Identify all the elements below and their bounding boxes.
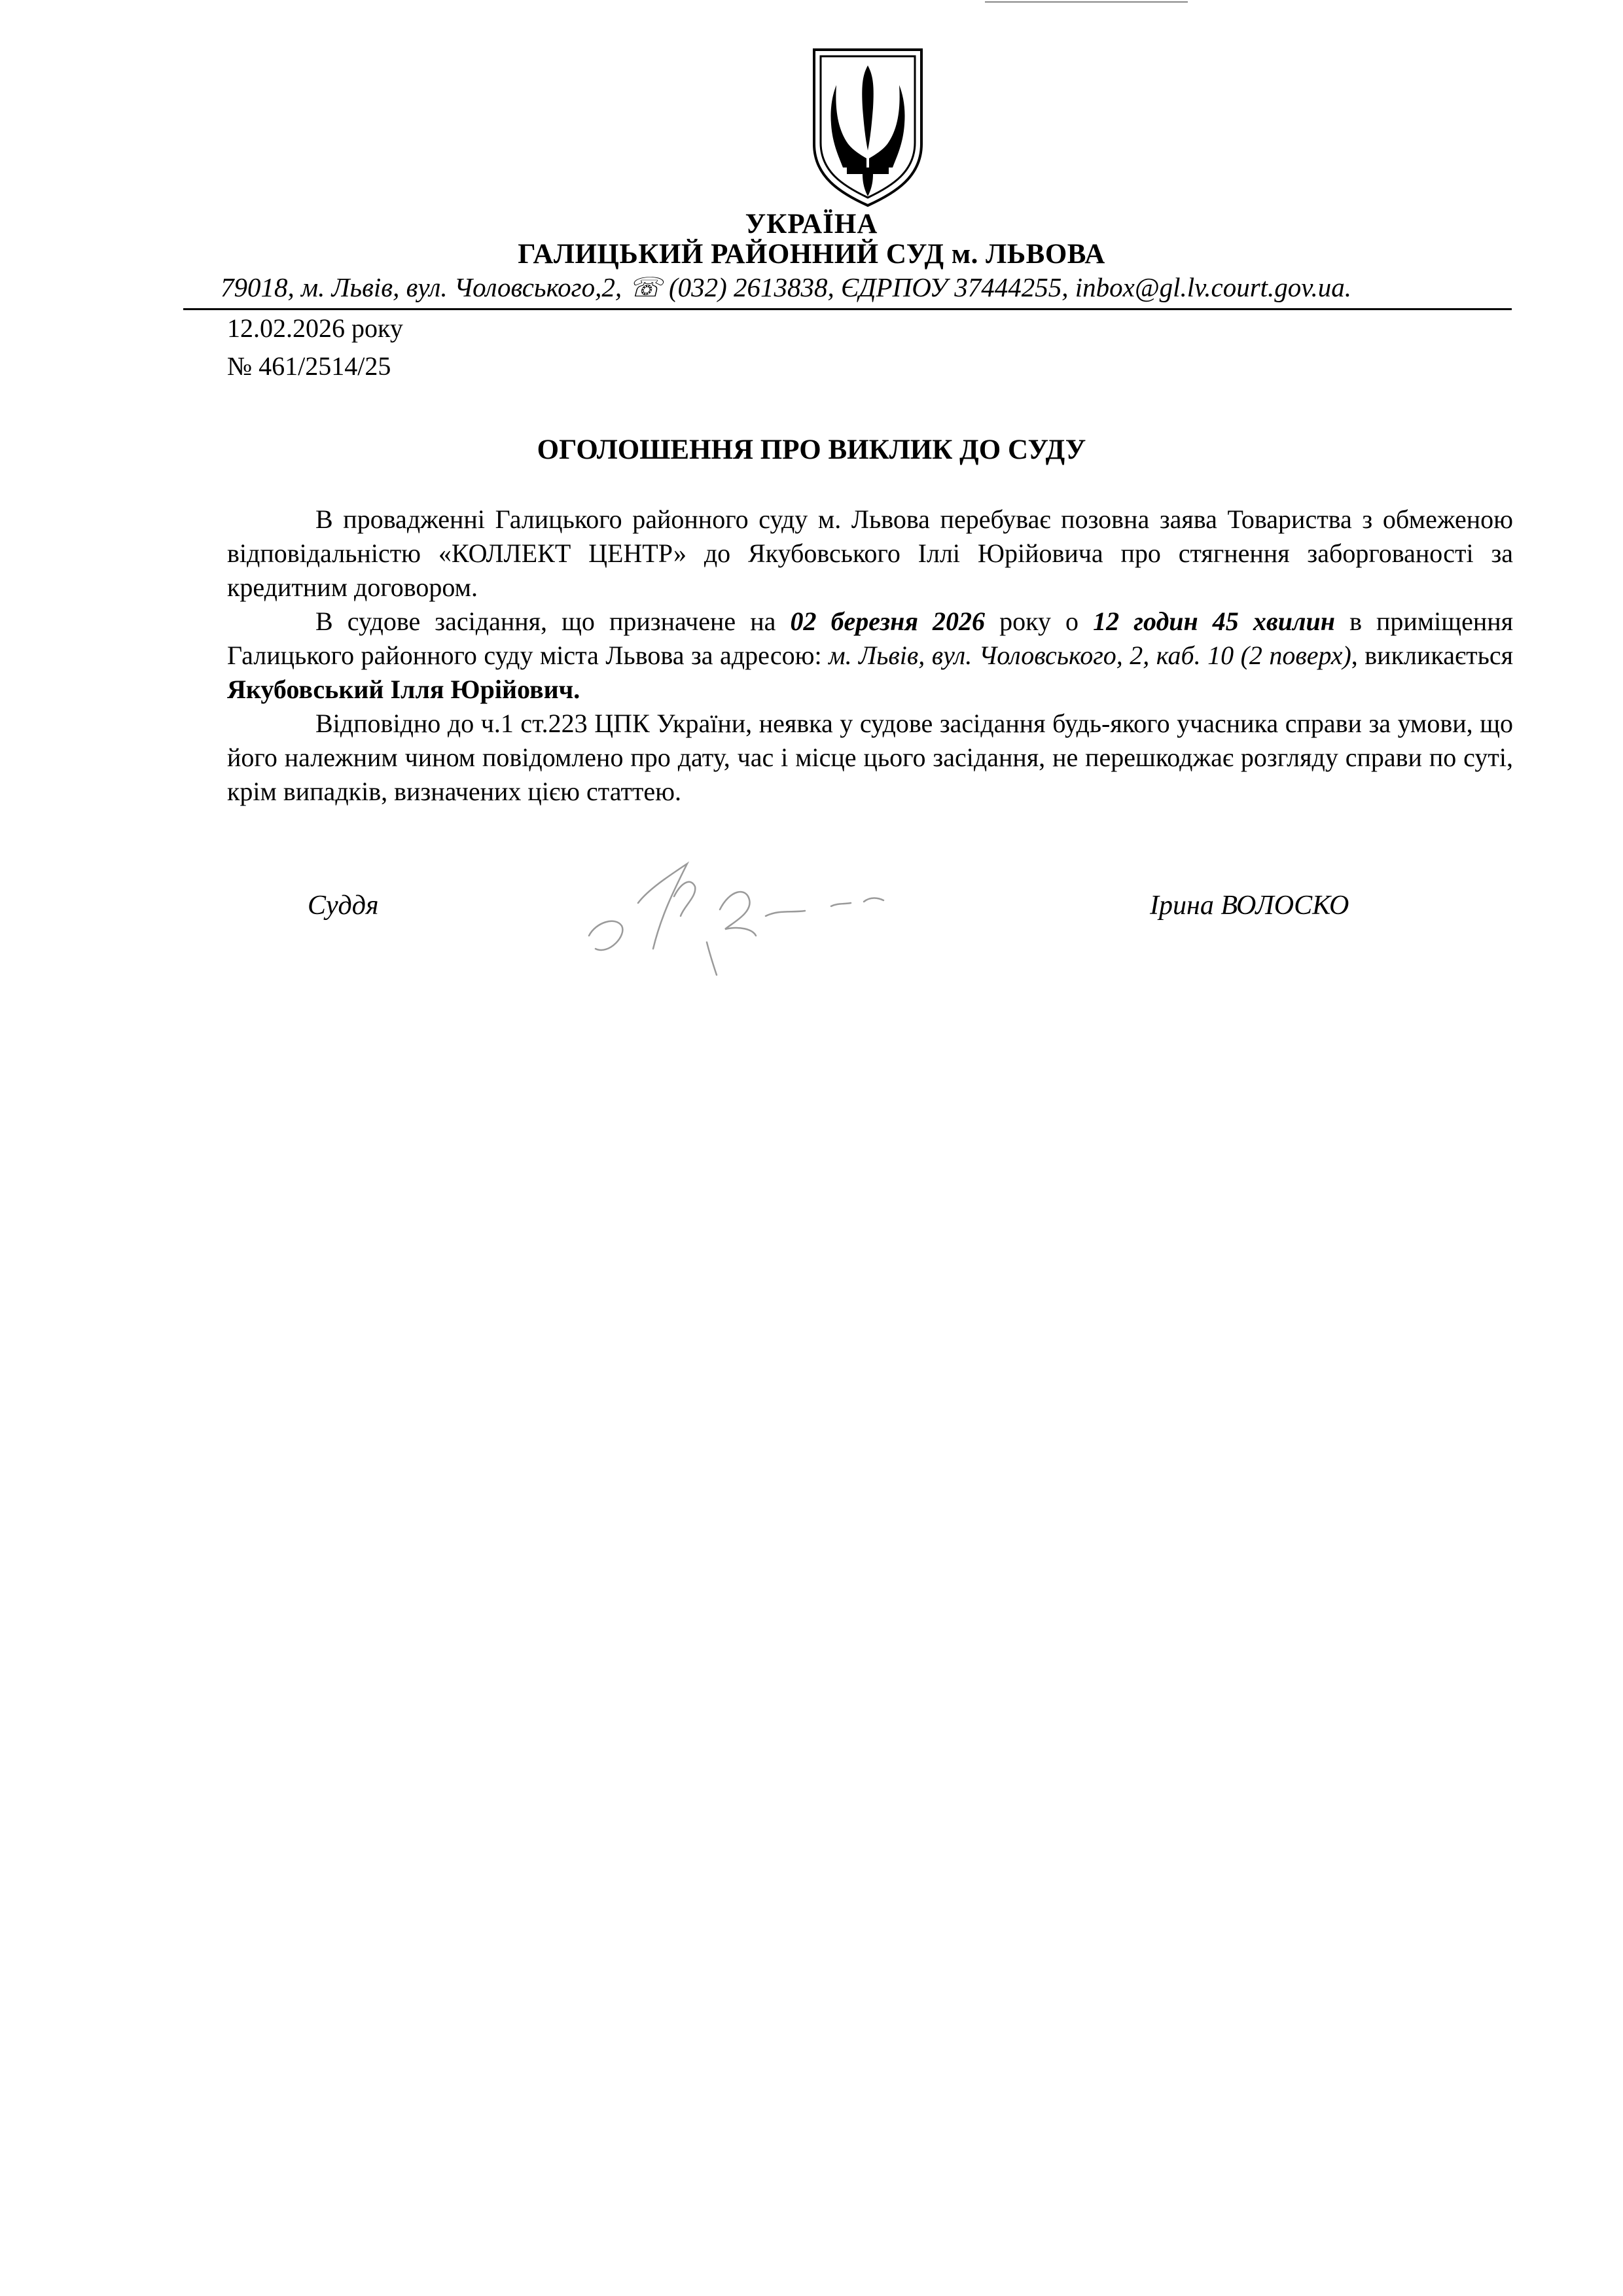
court-email: inbox@gl.lv.court.gov.ua. [1075,272,1351,302]
top-edge-line [985,1,1188,3]
hearing-date: 02 березня 2026 [790,607,986,636]
country-heading: УКРАЇНА [745,209,878,239]
document-number: № 461/2514/25 [227,351,391,381]
court-phone: (032) 2613838, [668,272,834,302]
paragraph-legal-basis: Відповідно до ч.1 ст.223 ЦПК України, неявка у судове засідання будь-якого учасника справи за умови, що його належним чином повідомлено про дату, час і місце цього засідання, не перешкоджає розгляду справи по суті, крім випадків, визначених цією статтею. [227,709,1513,806]
paragraph-hearing: В судове засідання, що призначене на 02 березня 2026 року о 12 годин 45 хвилин в приміщення Галицького районного суду міста Львова за адресою: м. Львів, вул. Чоловського, 2, каб. 10 (2 поверх), викликається Якубовський Ілля Юрійович. [227,607,1514,704]
header-divider [183,308,1512,310]
court-contact-line [221,272,1484,303]
court-edrpou: ЄДРПОУ 37444255, [841,272,1069,302]
court-name-heading: ГАЛИЦЬКИЙ РАЙОННИЙ СУД м. ЛЬВОВА [518,239,1105,270]
notice-title: ОГОЛОШЕННЯ ПРО ВИКЛИК ДО СУДУ [537,434,1086,465]
summoned-person: Якубовський Ілля Юрійович. [227,675,580,704]
handwritten-signature [576,851,929,981]
hearing-time: 12 годин 45 хвилин [1093,607,1335,636]
court-address: 79018, м. Львів, вул. Чоловського,2, [221,272,622,302]
judge-role: Суддя [308,891,379,921]
judge-name: Ірина ВОЛОСКО [1150,891,1349,921]
document-date: 12.02.2026 року [227,313,403,343]
telephone-icon: ☏ [628,272,662,302]
trident-coat-of-arms-icon [810,46,925,209]
hearing-address: м. Львів, вул. Чоловського, 2, каб. 10 (2 поверх) [829,641,1351,670]
paragraph-claim: В провадженні Галицького районного суду м. Львова перебуває позовна заява Товариства з обмеженою відповідальністю «КОЛЛЕКТ ЦЕНТР» до Якубовського Іллі Юрійовича про стягнення заборгованості за кредитним договором. [227,504,1513,602]
